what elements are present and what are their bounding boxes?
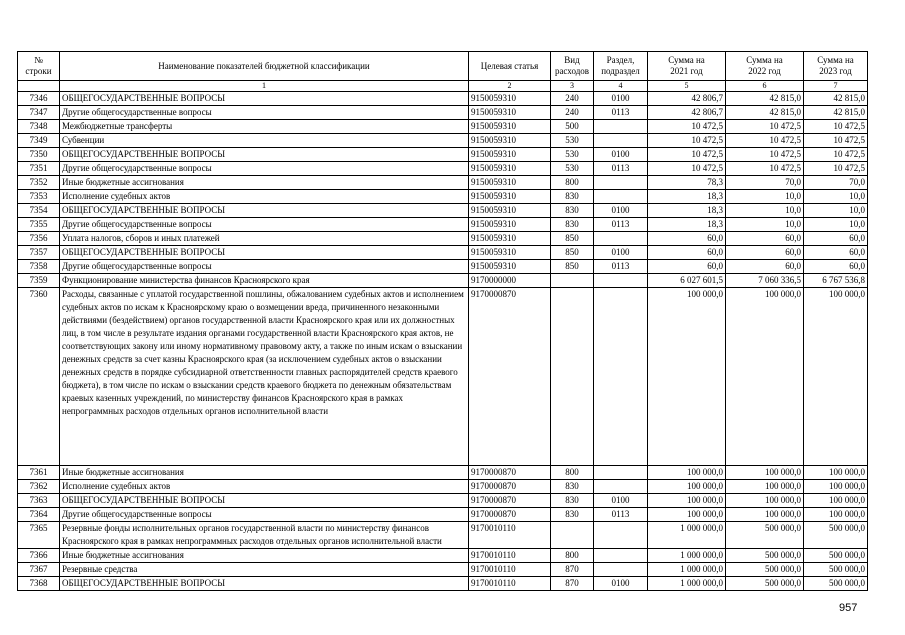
table-row [18,134,868,148]
table-row [18,466,868,480]
column-number: 5 [648,81,726,92]
col-header-sum-2022: Сумма на 2022 год [726,52,804,81]
table-row [18,218,868,232]
row-sum-2023: 10 472,5 [804,162,868,176]
row-target-article: 9170010110 [469,563,551,577]
row-number: 7361 [18,466,60,480]
row-name: Исполнение судебных актов [60,190,469,204]
row-sum-2022: 60,0 [726,260,804,274]
row-expense-kind: 830 [551,218,594,232]
row-name: Межбюджетные трансферты [60,120,469,134]
row-target-article: 9170010110 [469,522,551,549]
row-section [594,176,648,190]
table-row [18,480,868,494]
row-sum-2023: 100 000,0 [804,494,868,508]
row-number: 7366 [18,549,60,563]
row-sum-2022: 10 472,5 [726,162,804,176]
row-sum-2021: 6 027 601,5 [648,274,726,288]
row-expense-kind: 800 [551,466,594,480]
column-numbering-row [18,81,868,92]
col-header-section: Раздел, подраздел [594,52,648,81]
table-row [18,246,868,260]
row-section [594,549,648,563]
row-sum-2021: 100 000,0 [648,494,726,508]
row-sum-2021: 100 000,0 [648,508,726,522]
table-row [18,288,868,466]
row-name: ОБЩЕГОСУДАРСТВЕННЫЕ ВОПРОСЫ [60,204,469,218]
row-target-article: 9150059310 [469,260,551,274]
table-row [18,106,868,120]
row-sum-2022: 70,0 [726,176,804,190]
row-sum-2021: 1 000 000,0 [648,577,726,591]
row-number: 7354 [18,204,60,218]
col-header-expense-kind: Вид расходов [551,52,594,81]
row-expense-kind: 850 [551,246,594,260]
table-row [18,148,868,162]
row-section: 0113 [594,260,648,274]
column-number: 4 [594,81,648,92]
row-number: 7363 [18,494,60,508]
row-expense-kind: 530 [551,134,594,148]
row-name: Резервные фонды исполнительных органов государственной власти по министерству финансов Красноярского края в рамках непрограммных расходов отдельных органов исполнительной власти [60,522,469,549]
table-row [18,92,868,106]
row-sum-2023: 60,0 [804,260,868,274]
row-sum-2023: 70,0 [804,176,868,190]
row-name: Уплата налогов, сборов и иных платежей [60,232,469,246]
row-sum-2022: 100 000,0 [726,508,804,522]
row-expense-kind: 800 [551,176,594,190]
row-section: 0100 [594,92,648,106]
row-sum-2021: 10 472,5 [648,162,726,176]
row-sum-2023: 6 767 536,8 [804,274,868,288]
row-target-article: 9170010110 [469,577,551,591]
row-target-article: 9150059310 [469,162,551,176]
table-row [18,176,868,190]
col-header-sum-2023: Сумма на 2023 год [804,52,868,81]
row-section: 0113 [594,218,648,232]
row-name: ОБЩЕГОСУДАРСТВЕННЫЕ ВОПРОСЫ [60,246,469,260]
column-number: 2 [469,81,551,92]
row-sum-2023: 60,0 [804,232,868,246]
row-expense-kind: 830 [551,204,594,218]
row-sum-2021: 1 000 000,0 [648,563,726,577]
row-sum-2023: 10 472,5 [804,120,868,134]
page-number: 957 [839,602,858,614]
row-name: Другие общегосударственные вопросы [60,162,469,176]
row-section: 0113 [594,106,648,120]
row-name: Иные бюджетные ассигнования [60,176,469,190]
table-row [18,162,868,176]
row-name: ОБЩЕГОСУДАРСТВЕННЫЕ ВОПРОСЫ [60,92,469,106]
column-number: 3 [551,81,594,92]
row-sum-2023: 100 000,0 [804,480,868,494]
table-row [18,260,868,274]
row-target-article: 9170000870 [469,480,551,494]
col-header-name: Наименование показателей бюджетной классификации [60,52,469,81]
table-row [18,522,868,549]
table-row [18,274,868,288]
row-expense-kind: 870 [551,563,594,577]
row-target-article: 9150059310 [469,176,551,190]
row-target-article: 9170000870 [469,494,551,508]
row-section [594,134,648,148]
row-name: Другие общегосударственные вопросы [60,260,469,274]
row-number: 7351 [18,162,60,176]
row-expense-kind: 530 [551,162,594,176]
row-expense-kind: 500 [551,120,594,134]
row-sum-2023: 500 000,0 [804,522,868,549]
table-row [18,190,868,204]
row-number: 7360 [18,288,60,466]
row-section: 0100 [594,246,648,260]
row-sum-2021: 10 472,5 [648,134,726,148]
row-section [594,563,648,577]
row-target-article: 9170000870 [469,466,551,480]
row-number: 7355 [18,218,60,232]
table-row [18,563,868,577]
row-expense-kind: 800 [551,549,594,563]
row-sum-2021: 1 000 000,0 [648,522,726,549]
row-sum-2021: 42 806,7 [648,92,726,106]
row-sum-2021: 60,0 [648,246,726,260]
table-row [18,204,868,218]
row-expense-kind [551,522,594,549]
row-target-article: 9170000870 [469,508,551,522]
row-target-article: 9150059310 [469,190,551,204]
row-number: 7365 [18,522,60,549]
row-target-article: 9170000000 [469,274,551,288]
row-section [594,466,648,480]
column-number: 6 [726,81,804,92]
row-name: ОБЩЕГОСУДАРСТВЕННЫЕ ВОПРОСЫ [60,148,469,162]
row-number: 7348 [18,120,60,134]
row-sum-2022: 500 000,0 [726,549,804,563]
row-sum-2021: 60,0 [648,260,726,274]
row-name: ОБЩЕГОСУДАРСТВЕННЫЕ ВОПРОСЫ [60,494,469,508]
row-sum-2023: 500 000,0 [804,577,868,591]
row-sum-2023: 10,0 [804,190,868,204]
row-section [594,480,648,494]
row-number: 7349 [18,134,60,148]
row-sum-2023: 100 000,0 [804,508,868,522]
row-target-article: 9150059310 [469,218,551,232]
row-expense-kind: 850 [551,260,594,274]
row-sum-2023: 10,0 [804,204,868,218]
row-name: Другие общегосударственные вопросы [60,218,469,232]
row-name: Субвенции [60,134,469,148]
row-number: 7368 [18,577,60,591]
row-section [594,288,648,466]
row-section: 0113 [594,508,648,522]
row-number: 7346 [18,92,60,106]
row-expense-kind: 830 [551,508,594,522]
row-number: 7356 [18,232,60,246]
table-row [18,232,868,246]
row-section [594,274,648,288]
row-expense-kind: 870 [551,577,594,591]
row-name: ОБЩЕГОСУДАРСТВЕННЫЕ ВОПРОСЫ [60,577,469,591]
column-number [18,81,60,92]
row-section: 0100 [594,577,648,591]
row-name: Резервные средства [60,563,469,577]
row-name: Исполнение судебных актов [60,480,469,494]
row-name: Другие общегосударственные вопросы [60,508,469,522]
row-sum-2022: 100 000,0 [726,480,804,494]
row-target-article: 9170010110 [469,549,551,563]
row-expense-kind: 830 [551,494,594,508]
row-sum-2021: 18,3 [648,218,726,232]
row-sum-2022: 500 000,0 [726,577,804,591]
row-number: 7362 [18,480,60,494]
row-sum-2022: 7 060 336,5 [726,274,804,288]
row-target-article: 9150059310 [469,148,551,162]
row-sum-2021: 78,3 [648,176,726,190]
row-target-article: 9150059310 [469,134,551,148]
row-expense-kind: 850 [551,232,594,246]
row-target-article: 9150059310 [469,204,551,218]
row-name: Другие общегосударственные вопросы [60,106,469,120]
row-sum-2022: 42 815,0 [726,92,804,106]
column-number: 7 [804,81,868,92]
row-sum-2021: 18,3 [648,204,726,218]
row-section [594,120,648,134]
row-number: 7352 [18,176,60,190]
row-sum-2021: 100 000,0 [648,288,726,466]
row-sum-2022: 60,0 [726,232,804,246]
row-sum-2022: 10 472,5 [726,120,804,134]
row-number: 7359 [18,274,60,288]
row-target-article: 9150059310 [469,246,551,260]
column-number: 1 [60,81,469,92]
row-number: 7358 [18,260,60,274]
row-sum-2022: 10 472,5 [726,148,804,162]
row-number: 7350 [18,148,60,162]
row-sum-2023: 60,0 [804,246,868,260]
header-row [18,52,868,81]
row-sum-2022: 60,0 [726,246,804,260]
row-section: 0100 [594,148,648,162]
table-row [18,508,868,522]
row-target-article: 9170000870 [469,288,551,466]
row-sum-2023: 500 000,0 [804,549,868,563]
row-number: 7347 [18,106,60,120]
row-sum-2022: 500 000,0 [726,522,804,549]
row-sum-2022: 10,0 [726,204,804,218]
row-sum-2021: 42 806,7 [648,106,726,120]
row-sum-2023: 10 472,5 [804,134,868,148]
col-header-target-article: Целевая статья [469,52,551,81]
row-expense-kind: 240 [551,106,594,120]
row-section [594,232,648,246]
row-sum-2021: 10 472,5 [648,148,726,162]
row-number: 7357 [18,246,60,260]
row-target-article: 9150059310 [469,232,551,246]
row-target-article: 9150059310 [469,92,551,106]
row-section: 0113 [594,162,648,176]
row-expense-kind [551,274,594,288]
row-sum-2021: 100 000,0 [648,480,726,494]
budget-table [17,51,868,591]
row-expense-kind: 830 [551,480,594,494]
row-sum-2021: 100 000,0 [648,466,726,480]
row-number: 7364 [18,508,60,522]
row-sum-2023: 100 000,0 [804,288,868,466]
row-sum-2022: 100 000,0 [726,288,804,466]
row-section [594,190,648,204]
row-sum-2023: 100 000,0 [804,466,868,480]
row-sum-2021: 60,0 [648,232,726,246]
row-sum-2023: 10,0 [804,218,868,232]
table-row [18,494,868,508]
row-expense-kind [551,288,594,466]
row-sum-2022: 100 000,0 [726,494,804,508]
row-sum-2021: 18,3 [648,190,726,204]
row-section: 0100 [594,494,648,508]
row-sum-2022: 42 815,0 [726,106,804,120]
row-sum-2022: 100 000,0 [726,466,804,480]
row-expense-kind: 830 [551,190,594,204]
row-section [594,522,648,549]
table-row [18,120,868,134]
row-expense-kind: 240 [551,92,594,106]
row-sum-2022: 10,0 [726,218,804,232]
table-row [18,577,868,591]
col-header-sum-2021: Сумма на 2021 год [648,52,726,81]
row-name: Иные бюджетные ассигнования [60,466,469,480]
table-row [18,549,868,563]
row-name: Иные бюджетные ассигнования [60,549,469,563]
row-sum-2022: 10 472,5 [726,134,804,148]
row-name: Расходы, связанные с уплатой государственной пошлины, обжалованием судебных актов и исполнением судебных актов по искам к Красноярскому краю о возмещении вреда, причиненного незаконными действиями (бездействием) органов государственной власти Красноярского края или их должностных лиц, в том числе в результате издания органами государственной власти Красноярского края актов, не соответствующих закону или иному нормативному правовому акту, а также по иным искам о взыскании денежных средств за счет казны Красноярского края (за исключением судебных актов о взыскании денежных средств в порядке субсидиарной ответственности главных распорядителей средств краевого бюджета), в том числе по искам о взыскании средств краевого бюджета по денежным обязательствам краевых казенных учреждений, по министерству финансов Красноярского края в рамках непрограммных расходов отдельных органов исполнительной власти [60,288,469,466]
row-target-article: 9150059310 [469,120,551,134]
row-sum-2022: 500 000,0 [726,563,804,577]
row-sum-2023: 42 815,0 [804,92,868,106]
row-section: 0100 [594,204,648,218]
row-sum-2023: 42 815,0 [804,106,868,120]
row-name: Функционирование министерства финансов Красноярского края [60,274,469,288]
row-sum-2023: 500 000,0 [804,563,868,577]
row-sum-2021: 10 472,5 [648,120,726,134]
row-sum-2021: 1 000 000,0 [648,549,726,563]
col-header-row-number: № строки [18,52,60,81]
row-sum-2022: 10,0 [726,190,804,204]
row-number: 7367 [18,563,60,577]
row-expense-kind: 530 [551,148,594,162]
row-sum-2023: 10 472,5 [804,148,868,162]
row-target-article: 9150059310 [469,106,551,120]
row-number: 7353 [18,190,60,204]
